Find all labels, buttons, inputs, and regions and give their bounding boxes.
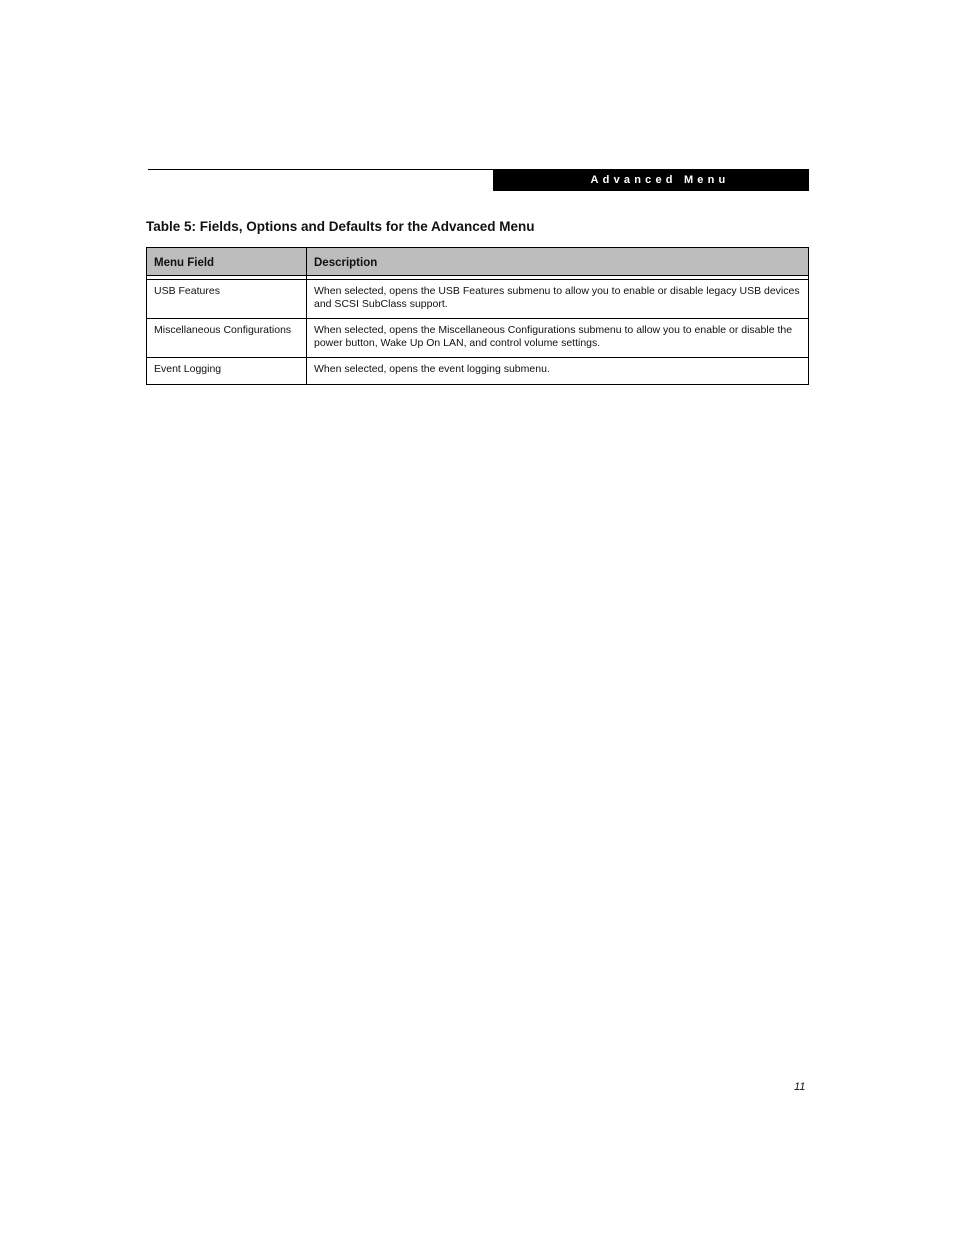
column-header-menu-field: Menu Field <box>147 248 307 276</box>
header-rule <box>148 169 493 170</box>
page-number: 11 <box>794 1081 806 1093</box>
table-row <box>147 280 809 319</box>
section-header-band <box>493 169 809 191</box>
description-cell: When selected, opens the USB Features submenu to allow you to enable or disable legacy USB devices and SCSI SubClass support. <box>307 280 809 319</box>
table-row <box>147 319 809 358</box>
table-title: Table 5: Fields, Options and Defaults for the Advanced Menu <box>146 219 535 234</box>
menu-field-cell: USB Features <box>147 280 307 319</box>
description-cell: When selected, opens the Miscellaneous Configurations submenu to allow you to enable or disable the power button, Wake Up On LAN, and control volume settings. <box>307 319 809 358</box>
advanced-menu-table <box>146 247 809 385</box>
description-cell: When selected, opens the event logging submenu. <box>307 358 809 385</box>
table-row <box>147 358 809 385</box>
menu-field-cell: Miscellaneous Configurations <box>147 319 307 358</box>
menu-field-cell: Event Logging <box>147 358 307 385</box>
advanced-menu-table-container <box>146 247 808 385</box>
table-header-row <box>147 248 809 276</box>
section-header-label: Advanced Menu <box>590 174 730 186</box>
column-header-description: Description <box>307 248 809 276</box>
